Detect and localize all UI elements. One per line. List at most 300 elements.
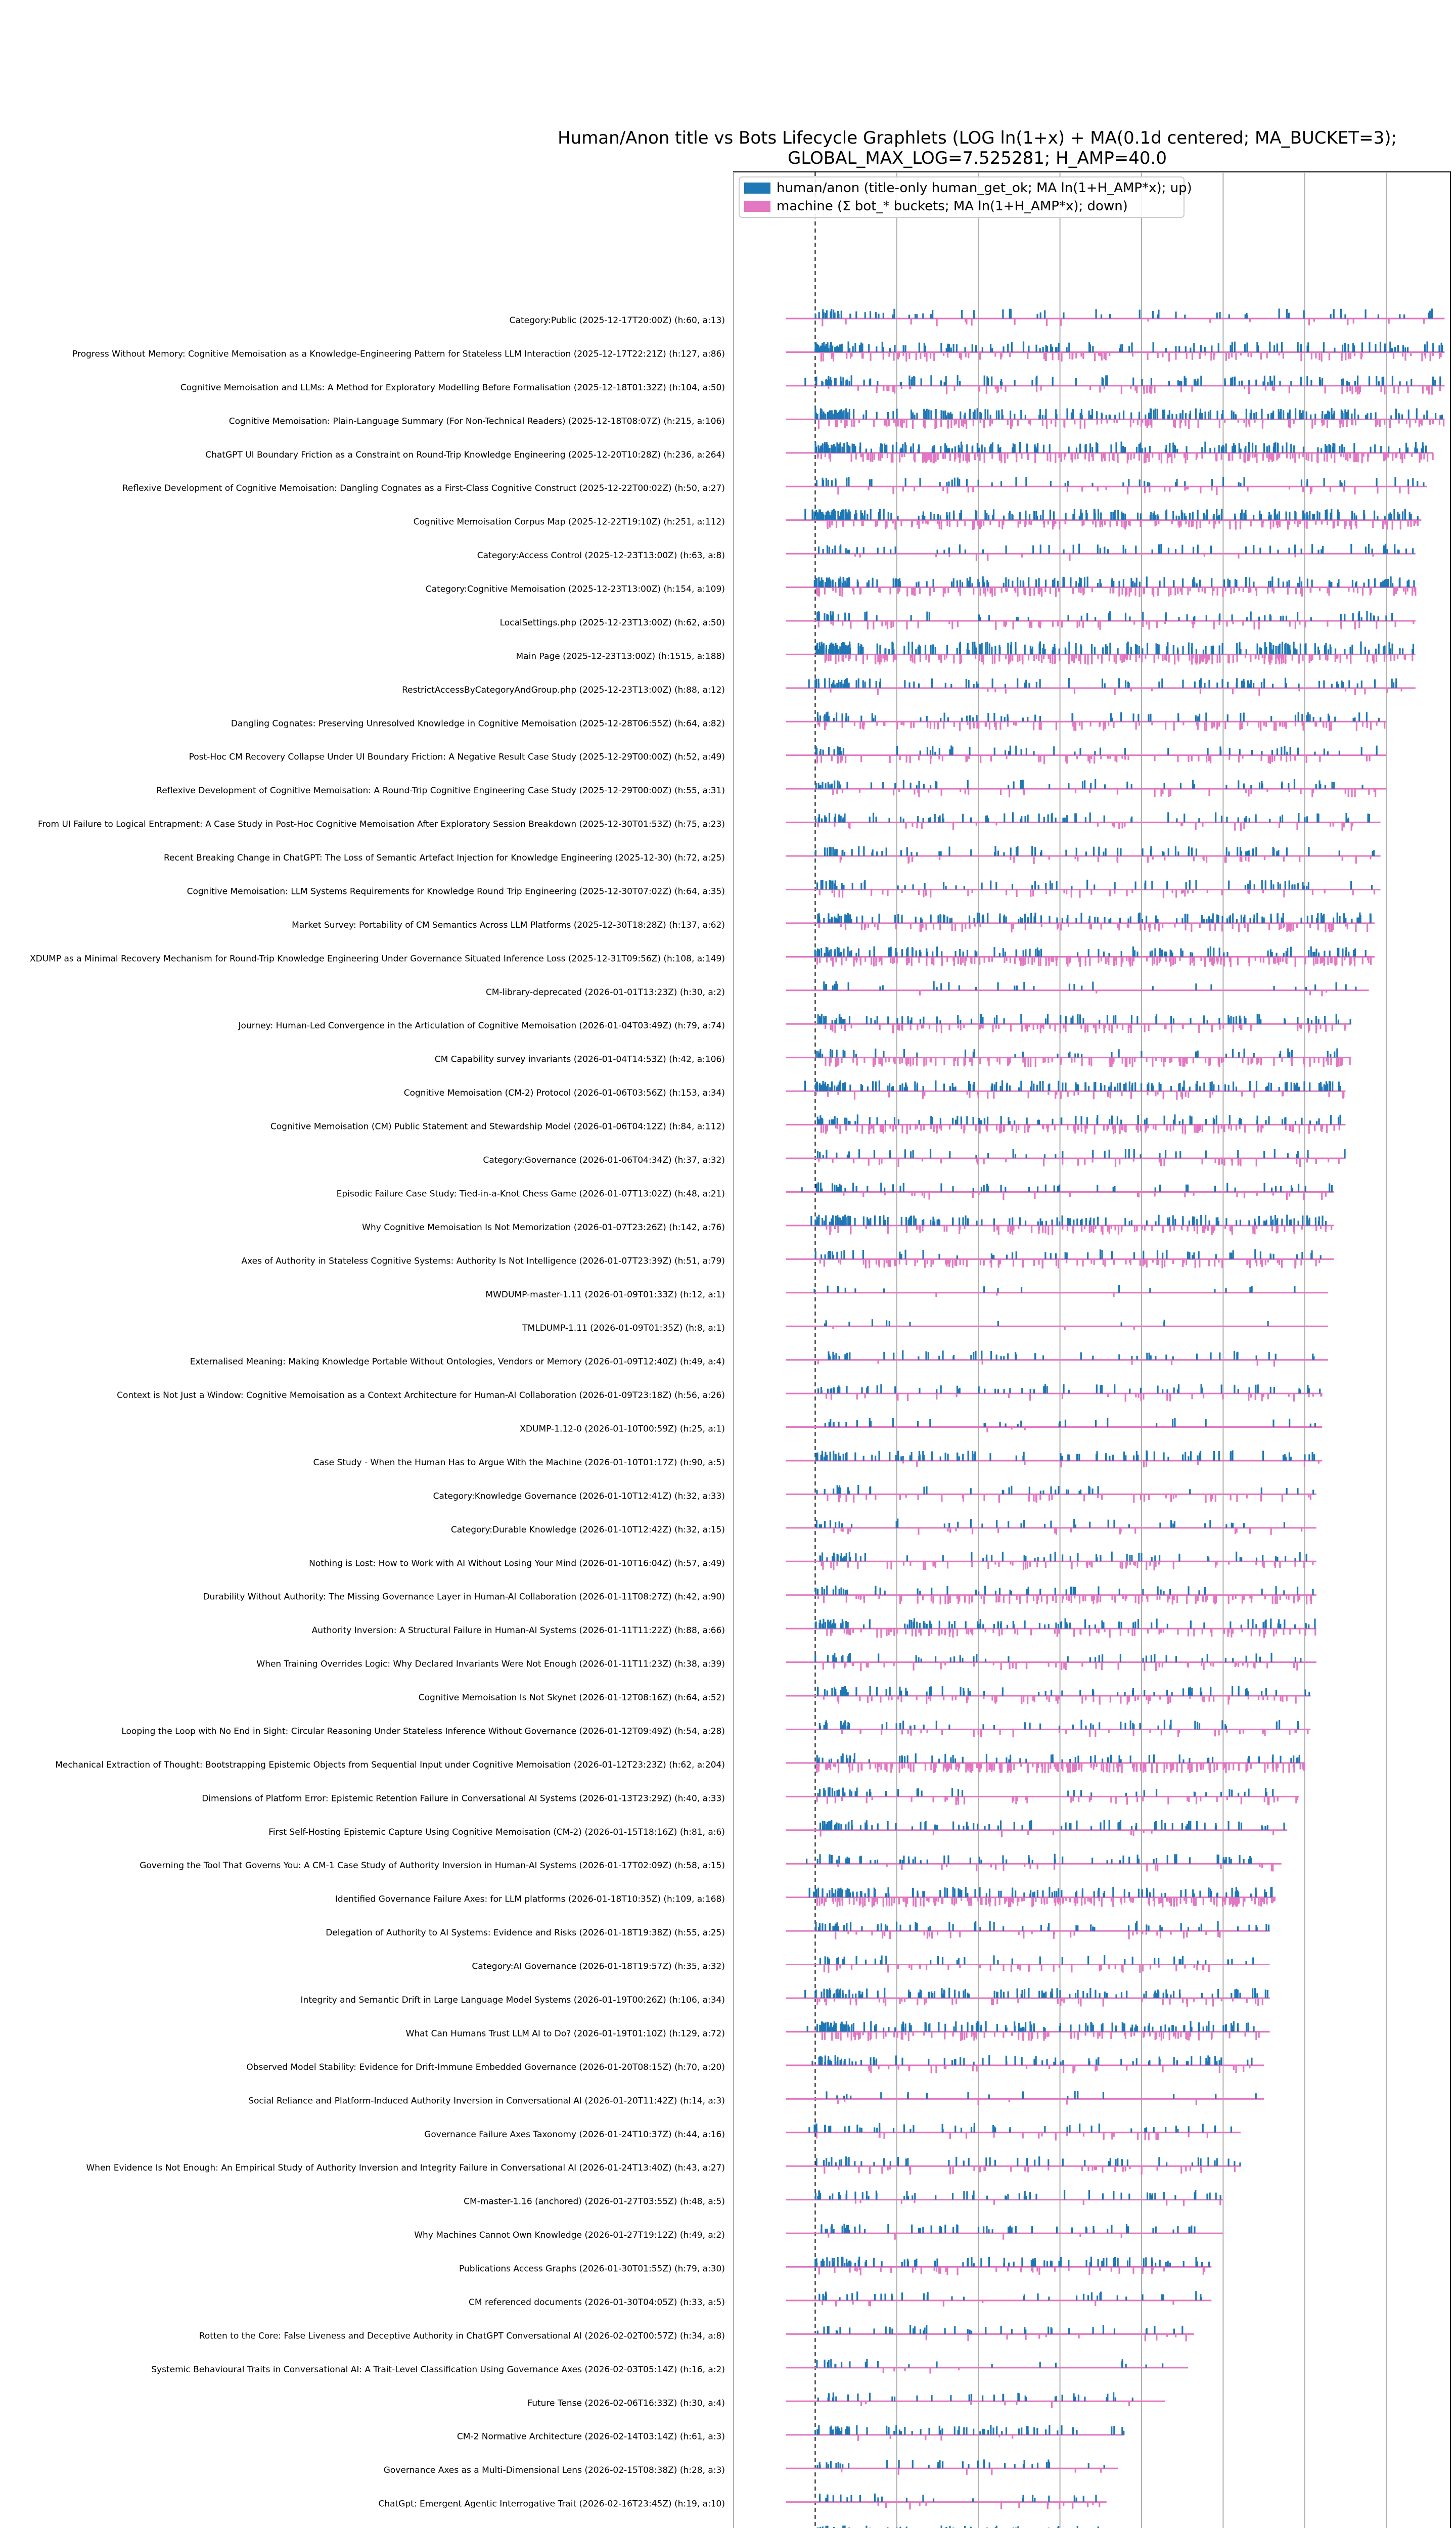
human-bar bbox=[1034, 714, 1036, 721]
machine-bar bbox=[897, 1024, 899, 1030]
machine-bar bbox=[977, 520, 978, 525]
human-bar bbox=[1380, 342, 1381, 352]
machine-bar bbox=[887, 621, 888, 624]
machine-bar bbox=[901, 453, 903, 458]
machine-bar bbox=[1017, 654, 1018, 658]
human-bar bbox=[1071, 413, 1072, 420]
human-bar bbox=[1010, 746, 1011, 755]
machine-bar bbox=[1154, 755, 1155, 761]
machine-bar bbox=[1198, 588, 1200, 593]
human-bar bbox=[896, 750, 898, 755]
human-bar bbox=[1028, 577, 1029, 588]
machine-bar bbox=[1350, 654, 1351, 663]
human-bar bbox=[827, 712, 829, 722]
human-bar bbox=[1378, 314, 1379, 319]
human-bar bbox=[1139, 444, 1140, 453]
machine-bar bbox=[931, 957, 933, 964]
row-label: Category:Public (2025-12-17T20:00Z) (h:60, a:13) bbox=[509, 315, 725, 326]
human-bar bbox=[1195, 880, 1197, 889]
machine-bar bbox=[1043, 654, 1044, 659]
human-bar bbox=[917, 816, 919, 823]
human-bar bbox=[1160, 544, 1162, 554]
human-bar bbox=[1399, 514, 1400, 520]
human-bar bbox=[1431, 308, 1433, 319]
human-bar bbox=[936, 987, 938, 990]
human-bar bbox=[1069, 1052, 1070, 1058]
machine-bar bbox=[1313, 957, 1314, 965]
human-bar bbox=[1022, 717, 1024, 721]
machine-bar bbox=[1168, 789, 1170, 797]
human-bar bbox=[842, 1019, 844, 1024]
human-bar bbox=[1227, 578, 1228, 587]
machine-bar bbox=[1200, 486, 1201, 493]
machine-bar bbox=[1187, 889, 1189, 893]
machine-bar bbox=[1121, 957, 1122, 967]
machine-bar bbox=[855, 654, 857, 661]
human-bar bbox=[1248, 380, 1250, 386]
human-bar bbox=[1057, 1054, 1058, 1058]
machine-bar bbox=[1050, 453, 1051, 462]
human-bar bbox=[944, 382, 945, 386]
machine-bar bbox=[907, 856, 909, 864]
human-bar bbox=[1063, 550, 1064, 554]
human-bar bbox=[1071, 886, 1072, 889]
machine-bar bbox=[1131, 957, 1133, 965]
machine-bar bbox=[840, 856, 841, 863]
human-bar bbox=[1014, 380, 1016, 385]
human-bar bbox=[976, 511, 977, 520]
human-bar bbox=[839, 442, 841, 453]
human-bar bbox=[1079, 1014, 1081, 1024]
machine-bar bbox=[1356, 520, 1357, 529]
human-bar bbox=[1318, 1118, 1320, 1124]
human-bar bbox=[923, 1017, 924, 1024]
machine-bar bbox=[1024, 1058, 1026, 1067]
human-bar bbox=[1131, 342, 1132, 352]
human-bar bbox=[1262, 381, 1264, 385]
machine-bar bbox=[995, 823, 997, 826]
machine-bar bbox=[976, 554, 977, 561]
human-bar bbox=[858, 949, 859, 957]
human-bar bbox=[1144, 481, 1145, 486]
machine-bar bbox=[910, 1024, 912, 1030]
human-bar bbox=[1334, 411, 1335, 419]
human-bar bbox=[1218, 515, 1220, 520]
machine-bar bbox=[1238, 588, 1240, 591]
human-bar bbox=[1281, 342, 1283, 352]
human-bar bbox=[1288, 646, 1290, 654]
human-bar bbox=[829, 919, 831, 923]
row-label: Cognitive Memoisation (CM-2) Protocol (2026-01-06T03:56Z) (h:153, a:34) bbox=[403, 1088, 725, 1099]
machine-bar bbox=[829, 520, 831, 528]
machine-bar bbox=[1160, 957, 1161, 961]
human-bar bbox=[928, 410, 930, 419]
human-bar bbox=[1040, 312, 1041, 319]
machine-bar bbox=[1080, 588, 1081, 594]
machine-bar bbox=[1104, 386, 1105, 389]
human-bar bbox=[1223, 953, 1224, 957]
human-bar bbox=[1186, 882, 1187, 889]
human-bar bbox=[980, 649, 982, 654]
graphlet-row bbox=[180, 375, 1445, 395]
machine-bar bbox=[1100, 520, 1101, 527]
machine-bar bbox=[1191, 755, 1193, 761]
human-bar bbox=[913, 443, 914, 453]
row-label: Post-Hoc CM Recovery Collapse Under UI Boundary Friction: A Negative Result Case Study (2025-12-29T00:00Z) (h:52, a:49) bbox=[189, 752, 725, 762]
machine-bar bbox=[1273, 755, 1275, 761]
human-bar bbox=[978, 447, 980, 453]
human-bar bbox=[1098, 949, 1099, 957]
human-bar bbox=[969, 747, 970, 755]
machine-bar bbox=[1323, 957, 1324, 961]
human-bar bbox=[1102, 679, 1103, 688]
machine-bar bbox=[1225, 856, 1226, 863]
machine-bar bbox=[1367, 654, 1368, 662]
machine-bar bbox=[1114, 419, 1115, 423]
human-bar bbox=[1441, 345, 1443, 352]
human-bar bbox=[1225, 443, 1227, 453]
human-bar bbox=[1315, 1016, 1317, 1024]
machine-bar bbox=[1124, 520, 1126, 524]
human-bar bbox=[1072, 514, 1074, 520]
machine-bar bbox=[1228, 352, 1230, 358]
row-label: Category:Cognitive Memoisation (2025-12-23T13:00Z) (h:154, a:109) bbox=[425, 584, 725, 595]
human-bar bbox=[838, 680, 839, 688]
human-bar bbox=[1378, 718, 1380, 722]
machine-bar bbox=[1185, 520, 1187, 525]
human-bar bbox=[834, 1086, 835, 1091]
machine-bar bbox=[1219, 419, 1220, 428]
machine-bar bbox=[918, 755, 920, 760]
human-bar bbox=[1246, 315, 1248, 319]
machine-bar bbox=[1075, 789, 1076, 793]
machine-bar bbox=[909, 755, 911, 763]
machine-bar bbox=[959, 654, 961, 664]
human-bar bbox=[1237, 847, 1238, 856]
machine-bar bbox=[1121, 1091, 1122, 1096]
machine-bar bbox=[914, 486, 915, 491]
machine-bar bbox=[1272, 520, 1274, 527]
human-bar bbox=[1325, 414, 1326, 419]
machine-bar bbox=[990, 755, 992, 762]
machine-bar bbox=[873, 957, 875, 966]
machine-bar bbox=[889, 755, 891, 763]
machine-bar bbox=[1293, 419, 1295, 423]
human-bar bbox=[1283, 410, 1284, 419]
human-bar bbox=[849, 951, 850, 957]
human-bar bbox=[822, 309, 824, 319]
human-bar bbox=[1181, 918, 1183, 923]
human-bar bbox=[829, 547, 830, 554]
machine-bar bbox=[1149, 486, 1150, 492]
human-bar bbox=[1125, 613, 1126, 621]
machine-bar bbox=[1091, 453, 1093, 457]
machine-bar bbox=[818, 419, 820, 429]
machine-bar bbox=[1295, 588, 1297, 595]
human-bar bbox=[1344, 314, 1346, 319]
machine-bar bbox=[1109, 352, 1110, 356]
human-bar bbox=[1312, 952, 1314, 957]
human-bar bbox=[1123, 1084, 1125, 1091]
machine-bar bbox=[1333, 923, 1334, 930]
machine-bar bbox=[862, 352, 863, 358]
human-bar bbox=[966, 679, 967, 688]
machine-bar bbox=[1313, 319, 1315, 322]
machine-bar bbox=[1097, 486, 1099, 491]
machine-bar bbox=[1165, 957, 1167, 962]
human-bar bbox=[1337, 510, 1339, 520]
machine-bar bbox=[846, 352, 847, 358]
human-bar bbox=[918, 647, 919, 655]
machine-bar bbox=[1349, 1058, 1351, 1065]
machine-bar bbox=[949, 453, 951, 461]
human-bar bbox=[1232, 913, 1234, 923]
machine-bar bbox=[1301, 588, 1302, 596]
machine-bar bbox=[1215, 453, 1217, 461]
machine-bar bbox=[1288, 419, 1290, 427]
human-bar bbox=[1268, 581, 1269, 588]
human-bar bbox=[1340, 1115, 1341, 1125]
human-bar bbox=[817, 718, 818, 721]
human-bar bbox=[848, 343, 849, 352]
machine-bar bbox=[1182, 889, 1184, 893]
machine-bar bbox=[830, 957, 832, 961]
human-bar bbox=[828, 480, 829, 486]
machine-bar bbox=[1384, 386, 1385, 394]
machine-bar bbox=[911, 957, 913, 966]
human-bar bbox=[1329, 582, 1330, 587]
row-label: Cognitive Memoisation (CM) Public Statement and Stewardship Model (2026-01-06T04:12Z) (h:84, a:112) bbox=[270, 1121, 725, 1132]
human-bar bbox=[1199, 413, 1200, 419]
human-bar bbox=[1100, 512, 1102, 520]
human-bar bbox=[858, 643, 859, 655]
machine-bar bbox=[1427, 453, 1428, 462]
machine-bar bbox=[1134, 1058, 1135, 1062]
machine-bar bbox=[825, 1058, 826, 1066]
human-bar bbox=[1084, 444, 1086, 453]
human-bar bbox=[1020, 1081, 1022, 1092]
human-bar bbox=[957, 477, 959, 486]
machine-bar bbox=[1024, 520, 1026, 527]
human-bar bbox=[1181, 413, 1183, 419]
machine-bar bbox=[1211, 1024, 1212, 1032]
human-bar bbox=[1328, 649, 1329, 654]
machine-bar bbox=[1407, 386, 1408, 393]
machine-bar bbox=[1209, 520, 1210, 525]
human-bar bbox=[1386, 549, 1388, 554]
human-bar bbox=[864, 510, 866, 520]
human-bar bbox=[946, 645, 948, 654]
machine-bar bbox=[1211, 721, 1213, 729]
human-bar bbox=[1252, 848, 1254, 856]
human-bar bbox=[1244, 1049, 1245, 1058]
human-bar bbox=[867, 582, 868, 588]
human-bar bbox=[1230, 915, 1231, 923]
machine-bar bbox=[1074, 1058, 1075, 1063]
machine-bar bbox=[1011, 923, 1012, 932]
human-bar bbox=[834, 546, 836, 554]
human-bar bbox=[932, 952, 933, 957]
machine-bar bbox=[1129, 520, 1130, 526]
machine-bar bbox=[1166, 654, 1167, 661]
human-bar bbox=[989, 644, 990, 655]
human-bar bbox=[1252, 443, 1253, 453]
machine-bar bbox=[1319, 755, 1321, 762]
human-bar bbox=[1114, 882, 1116, 890]
human-bar bbox=[827, 545, 828, 554]
human-bar bbox=[826, 614, 828, 621]
machine-bar bbox=[925, 923, 927, 930]
human-bar bbox=[935, 647, 936, 654]
machine-bar bbox=[940, 654, 942, 662]
human-bar bbox=[1204, 683, 1205, 688]
human-bar bbox=[1049, 784, 1050, 789]
human-bar bbox=[1297, 583, 1299, 588]
human-bar bbox=[834, 685, 836, 688]
machine-bar bbox=[1098, 856, 1099, 862]
machine-bar bbox=[1114, 688, 1116, 695]
human-bar bbox=[1065, 1016, 1067, 1024]
human-bar bbox=[835, 378, 837, 386]
machine-bar bbox=[1327, 588, 1328, 594]
human-bar bbox=[1278, 850, 1279, 856]
human-bar bbox=[1085, 851, 1087, 856]
human-bar bbox=[1318, 781, 1320, 789]
human-bar bbox=[905, 1085, 907, 1091]
human-bar bbox=[1423, 415, 1425, 419]
machine-bar bbox=[1006, 889, 1007, 895]
machine-bar bbox=[1256, 453, 1257, 463]
human-bar bbox=[953, 578, 954, 588]
human-bar bbox=[845, 680, 846, 688]
machine-bar bbox=[1109, 755, 1111, 759]
machine-bar bbox=[1376, 654, 1377, 662]
human-bar bbox=[1111, 1115, 1113, 1124]
machine-bar bbox=[983, 520, 984, 526]
machine-bar bbox=[1045, 889, 1047, 894]
machine-bar bbox=[895, 654, 897, 659]
human-bar bbox=[837, 413, 838, 420]
human-bar bbox=[897, 516, 898, 520]
human-bar bbox=[1288, 580, 1290, 587]
human-bar bbox=[1118, 581, 1120, 588]
machine-bar bbox=[1075, 721, 1076, 731]
machine-bar bbox=[1353, 453, 1355, 463]
machine-bar bbox=[918, 789, 920, 797]
human-bar bbox=[1026, 748, 1027, 755]
machine-bar bbox=[1090, 889, 1092, 894]
human-bar bbox=[1196, 649, 1197, 654]
human-bar bbox=[832, 1020, 833, 1024]
human-bar bbox=[1255, 412, 1257, 419]
human-bar bbox=[993, 1085, 995, 1092]
machine-bar bbox=[1031, 621, 1032, 628]
human-bar bbox=[1163, 577, 1165, 587]
human-bar bbox=[841, 680, 842, 688]
machine-bar bbox=[1130, 386, 1131, 389]
machine-bar bbox=[1147, 352, 1148, 359]
machine-bar bbox=[1443, 419, 1444, 426]
machine-bar bbox=[1162, 789, 1163, 794]
human-bar bbox=[984, 409, 986, 419]
machine-bar bbox=[1156, 957, 1158, 965]
human-bar bbox=[1233, 412, 1235, 419]
human-bar bbox=[818, 814, 820, 822]
human-bar bbox=[1003, 346, 1004, 352]
human-bar bbox=[817, 512, 818, 520]
human-bar bbox=[844, 1051, 845, 1058]
human-bar bbox=[834, 949, 836, 957]
human-bar bbox=[831, 410, 833, 419]
machine-bar bbox=[906, 588, 908, 597]
machine-bar bbox=[848, 654, 849, 661]
machine-bar bbox=[1060, 319, 1062, 326]
human-bar bbox=[1185, 914, 1186, 923]
machine-bar bbox=[1175, 352, 1176, 359]
machine-bar bbox=[1054, 1024, 1056, 1031]
human-bar bbox=[876, 346, 877, 352]
human-bar bbox=[971, 583, 973, 587]
human-bar bbox=[831, 342, 832, 352]
human-bar bbox=[1345, 984, 1347, 990]
human-bar bbox=[843, 577, 844, 588]
machine-bar bbox=[1147, 453, 1148, 458]
machine-bar bbox=[1327, 1058, 1329, 1065]
human-bar bbox=[1136, 447, 1138, 453]
human-bar bbox=[1331, 582, 1332, 588]
machine-bar bbox=[1170, 588, 1171, 595]
human-bar bbox=[913, 682, 915, 688]
machine-bar bbox=[1045, 957, 1047, 966]
human-bar bbox=[1182, 646, 1184, 654]
human-bar bbox=[1216, 915, 1218, 923]
human-bar bbox=[875, 312, 877, 319]
human-bar bbox=[1004, 717, 1006, 721]
human-bar bbox=[1311, 915, 1312, 923]
human-bar bbox=[1297, 342, 1299, 352]
machine-bar bbox=[1208, 654, 1210, 659]
machine-bar bbox=[967, 453, 969, 461]
machine-bar bbox=[1278, 352, 1280, 355]
human-bar bbox=[1005, 577, 1007, 588]
human-bar bbox=[1308, 847, 1309, 856]
machine-bar bbox=[818, 721, 820, 727]
machine-bar bbox=[845, 957, 847, 961]
machine-bar bbox=[1016, 889, 1018, 897]
machine-bar bbox=[1201, 453, 1203, 459]
human-bar bbox=[827, 947, 828, 957]
human-bar bbox=[829, 950, 830, 957]
human-bar bbox=[1191, 847, 1193, 856]
human-bar bbox=[1423, 446, 1424, 453]
machine-bar bbox=[916, 352, 917, 360]
machine-bar bbox=[1376, 621, 1377, 629]
human-bar bbox=[1197, 545, 1199, 554]
human-bar bbox=[1105, 848, 1106, 856]
human-bar bbox=[823, 918, 825, 923]
human-bar bbox=[1138, 714, 1139, 721]
human-bar bbox=[1089, 812, 1091, 823]
human-bar bbox=[839, 682, 841, 688]
machine-bar bbox=[899, 1058, 900, 1064]
machine-bar bbox=[1373, 654, 1375, 663]
machine-bar bbox=[1026, 1024, 1028, 1031]
human-bar bbox=[823, 413, 825, 419]
machine-bar bbox=[863, 1058, 865, 1063]
machine-bar bbox=[1155, 1091, 1156, 1096]
human-bar bbox=[1243, 917, 1244, 923]
human-bar bbox=[1216, 683, 1218, 688]
